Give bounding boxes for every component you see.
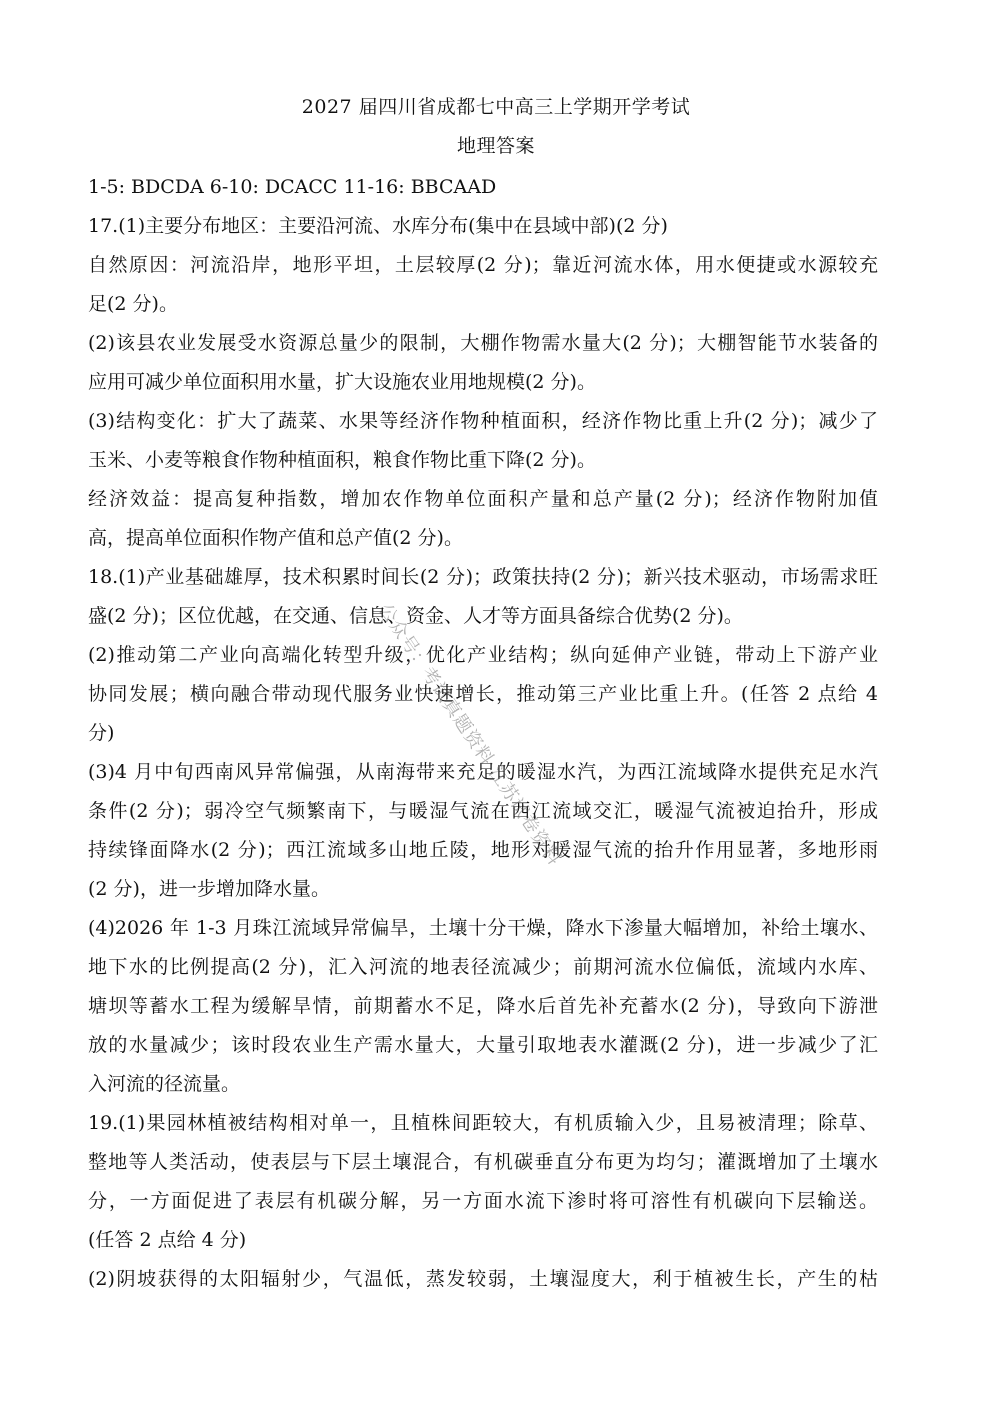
answer-line: (2 分)，进一步增加降水量。	[88, 878, 330, 900]
answer-line: 17.(1)主要分布地区：主要沿河流、水库分布(集中在县域中部)(2 分)	[88, 215, 668, 237]
answer-line: 分，一方面促进了表层有机碳分解，另一方面水流下渗时将可溶性有机碳向下层输送。	[88, 1190, 878, 1212]
answer-line: 经济效益：提高复种指数，增加农作物单位面积产量和总产量(2 分)；经济作物附加值	[88, 488, 878, 510]
answer-line: 足(2 分)。	[88, 293, 178, 315]
answer-line: 1-5: BDCDA 6-10: DCACC 11-16: BBCAAD	[88, 176, 497, 198]
watermark-text: 公众号：考试真题资料 江苏试卷资料	[374, 600, 566, 870]
document-subtitle: 地理答案	[456, 135, 535, 157]
answer-line: 放的水量减少；该时段农业生产需水量大，大量引取地表水灌溉(2 分)，进一步减少了汇	[88, 1034, 878, 1056]
answer-line: 高，提高单位面积作物产值和总产值(2 分)。	[88, 527, 463, 549]
answer-line: 条件(2 分)；弱冷空气频繁南下，与暖湿气流在西江流域交汇，暖湿气流被迫抬升，形成	[88, 800, 878, 822]
answer-line: (任答 2 点给 4 分)	[88, 1229, 247, 1251]
answer-line: 持续锋面降水(2 分)；西江流域多山地丘陵，地形对暖湿气流的抬升作用显著，多地形雨	[88, 839, 878, 861]
answer-line: (3)结构变化：扩大了蔬菜、水果等经济作物种植面积，经济作物比重上升(2 分)；减少了	[88, 410, 878, 432]
answer-line: 整地等人类活动，使表层与下层土壤混合，有机碳垂直分布更为均匀；灌溉增加了土壤水	[88, 1151, 878, 1173]
answer-line: (3)4 月中旬西南风异常偏强，从南海带来充足的暖湿水汽，为西江流域降水提供充足水汽	[88, 761, 878, 783]
answer-line: 协同发展；横向融合带动现代服务业快速增长，推动第三产业比重上升。(任答 2 点给 4	[88, 683, 878, 705]
answer-line: 盛(2 分)；区位优越，在交通、信息、资金、人才等方面具备综合优势(2 分)。	[88, 605, 743, 627]
document-title: 2027 届四川省成都七中高三上学期开学考试	[301, 96, 691, 118]
answer-line: 塘坝等蓄水工程为缓解旱情，前期蓄水不足，降水后首先补充蓄水(2 分)，导致向下游泄	[88, 995, 878, 1017]
answer-line: 19.(1)果园林植被结构相对单一，且植株间距较大，有机质输入少，且易被清理；除草、	[88, 1112, 878, 1134]
answer-line: (2)阴坡获得的太阳辐射少，气温低，蒸发较弱，土壤湿度大，利于植被生长，产生的枯	[88, 1268, 878, 1290]
answer-line: 分)	[88, 722, 115, 744]
answer-line: 玉米、小麦等粮食作物种植面积，粮食作物比重下降(2 分)。	[88, 449, 596, 471]
answer-line: 18.(1)产业基础雄厚，技术积累时间长(2 分)；政策扶持(2 分)；新兴技术驱动，市场需求旺	[88, 566, 878, 588]
answer-line: 入河流的径流量。	[88, 1073, 241, 1095]
answer-line: 自然原因：河流沿岸，地形平坦，土层较厚(2 分)；靠近河流水体，用水便捷或水源较充	[88, 254, 878, 276]
answer-line: (4)2026 年 1-3 月珠江流域异常偏旱，土壤十分干燥，降水下渗量大幅增加，补给土壤水、	[88, 917, 878, 939]
answer-line: 地下水的比例提高(2 分)，汇入河流的地表径流减少；前期河流水位偏低，流域内水库、	[88, 956, 878, 978]
answer-line: (2)推动第二产业向高端化转型升级，优化产业结构；纵向延伸产业链，带动上下游产业	[88, 644, 878, 666]
answer-line: 应用可减少单位面积用水量，扩大设施农业用地规模(2 分)。	[88, 371, 596, 393]
answer-line: (2)该县农业发展受水资源总量少的限制，大棚作物需水量大(2 分)；大棚智能节水装备的	[88, 332, 878, 354]
